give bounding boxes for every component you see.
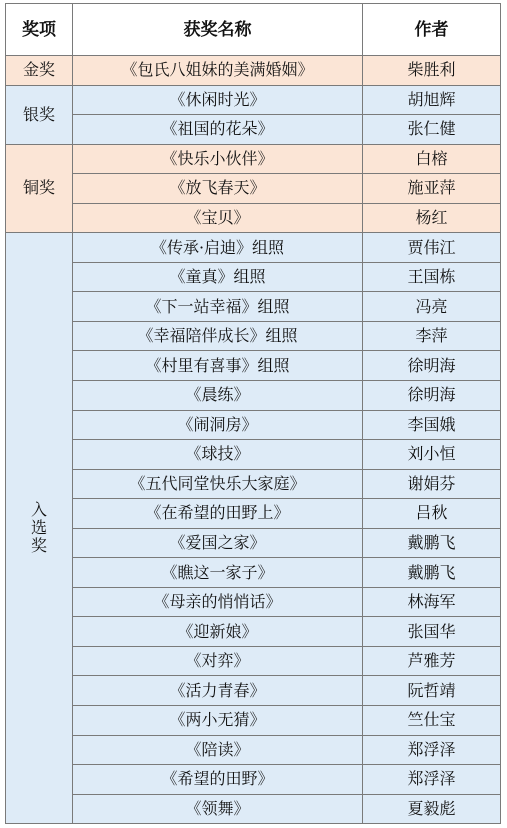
category-char: 奖 bbox=[30, 536, 47, 556]
author-cell: 谢娟芬 bbox=[363, 469, 501, 499]
work-title-cell: 《闹洞房》 bbox=[73, 410, 363, 440]
work-title-cell: 《五代同堂快乐大家庭》 bbox=[73, 469, 363, 499]
table-row bbox=[6, 85, 501, 115]
author-cell: 杨红 bbox=[363, 203, 501, 233]
header-work-title: 获奖名称 bbox=[73, 4, 363, 56]
author-cell: 施亚萍 bbox=[363, 174, 501, 204]
table-row bbox=[6, 794, 501, 824]
author-cell: 王国栋 bbox=[363, 262, 501, 292]
table-row bbox=[6, 469, 501, 499]
table-row bbox=[6, 587, 501, 617]
work-title-cell: 《村里有喜事》组照 bbox=[73, 351, 363, 381]
table-row bbox=[6, 410, 501, 440]
author-cell: 李国娥 bbox=[363, 410, 501, 440]
author-cell: 贾伟江 bbox=[363, 233, 501, 263]
work-title-cell: 《宝贝》 bbox=[73, 203, 363, 233]
author-cell: 胡旭辉 bbox=[363, 85, 501, 115]
table-header bbox=[6, 4, 501, 56]
work-title-cell: 《领舞》 bbox=[73, 794, 363, 824]
table-row bbox=[6, 203, 501, 233]
work-title-cell: 《两小无猜》 bbox=[73, 706, 363, 736]
author-cell: 夏毅彪 bbox=[363, 794, 501, 824]
work-title-cell: 《休闲时光》 bbox=[73, 85, 363, 115]
work-title-cell: 《晨练》 bbox=[73, 381, 363, 411]
table-row bbox=[6, 56, 501, 86]
table-row bbox=[6, 144, 501, 174]
work-title-cell: 《爱国之家》 bbox=[73, 528, 363, 558]
table-row bbox=[6, 321, 501, 351]
work-title-cell: 《传承·启迪》组照 bbox=[73, 233, 363, 263]
work-title-cell: 《快乐小伙伴》 bbox=[73, 144, 363, 174]
work-title-cell: 《童真》组照 bbox=[73, 262, 363, 292]
author-cell: 芦雅芳 bbox=[363, 646, 501, 676]
category-char: 入 bbox=[30, 500, 47, 520]
table-row bbox=[6, 115, 501, 145]
author-cell: 戴鹏飞 bbox=[363, 528, 501, 558]
table-row bbox=[6, 765, 501, 795]
table-row bbox=[6, 735, 501, 765]
table-row bbox=[6, 262, 501, 292]
work-title-cell: 《对弈》 bbox=[73, 646, 363, 676]
category-char: 选 bbox=[30, 518, 47, 538]
category-cell-gold: 金奖 bbox=[6, 56, 73, 86]
table-row bbox=[6, 617, 501, 647]
work-title-cell: 《母亲的悄悄话》 bbox=[73, 587, 363, 617]
header-row bbox=[6, 4, 501, 56]
table-row bbox=[6, 676, 501, 706]
table-body bbox=[6, 56, 501, 824]
table-row bbox=[6, 292, 501, 322]
table-row bbox=[6, 381, 501, 411]
work-title-cell: 《希望的田野》 bbox=[73, 765, 363, 795]
work-title-cell: 《球技》 bbox=[73, 440, 363, 470]
author-cell: 阮哲靖 bbox=[363, 676, 501, 706]
author-cell: 郑浮泽 bbox=[363, 765, 501, 795]
author-cell: 徐明海 bbox=[363, 381, 501, 411]
table-row bbox=[6, 528, 501, 558]
category-cell-silver: 银奖 bbox=[6, 85, 73, 144]
work-title-cell: 《幸福陪伴成长》组照 bbox=[73, 321, 363, 351]
author-cell: 李萍 bbox=[363, 321, 501, 351]
table-row bbox=[6, 558, 501, 588]
author-cell: 柴胜利 bbox=[363, 56, 501, 86]
work-title-cell: 《放飞春天》 bbox=[73, 174, 363, 204]
author-cell: 张仁健 bbox=[363, 115, 501, 145]
header-award-category: 奖项 bbox=[6, 4, 73, 56]
author-cell: 徐明海 bbox=[363, 351, 501, 381]
work-title-cell: 《祖国的花朵》 bbox=[73, 115, 363, 145]
author-cell: 郑浮泽 bbox=[363, 735, 501, 765]
author-cell: 白榕 bbox=[363, 144, 501, 174]
table-row bbox=[6, 174, 501, 204]
author-cell: 冯亮 bbox=[363, 292, 501, 322]
author-cell: 张国华 bbox=[363, 617, 501, 647]
author-cell: 竺仕宝 bbox=[363, 706, 501, 736]
author-cell: 刘小恒 bbox=[363, 440, 501, 470]
category-cell-selected bbox=[6, 233, 73, 824]
table-row bbox=[6, 499, 501, 529]
work-title-cell: 《瞧这一家子》 bbox=[73, 558, 363, 588]
table-row bbox=[6, 706, 501, 736]
header-author: 作者 bbox=[363, 4, 501, 56]
author-cell: 戴鹏飞 bbox=[363, 558, 501, 588]
work-title-cell: 《活力青春》 bbox=[73, 676, 363, 706]
table-row bbox=[6, 233, 501, 263]
author-cell: 林海军 bbox=[363, 587, 501, 617]
table-row bbox=[6, 646, 501, 676]
table-row bbox=[6, 440, 501, 470]
work-title-cell: 《迎新娘》 bbox=[73, 617, 363, 647]
work-title-cell: 《下一站幸福》组照 bbox=[73, 292, 363, 322]
table-row bbox=[6, 351, 501, 381]
work-title-cell: 《陪读》 bbox=[73, 735, 363, 765]
work-title-cell: 《包氏八姐妹的美满婚姻》 bbox=[73, 56, 363, 86]
award-table bbox=[5, 3, 501, 824]
work-title-cell: 《在希望的田野上》 bbox=[73, 499, 363, 529]
author-cell: 吕秋 bbox=[363, 499, 501, 529]
category-cell-bronze: 铜奖 bbox=[6, 144, 73, 233]
